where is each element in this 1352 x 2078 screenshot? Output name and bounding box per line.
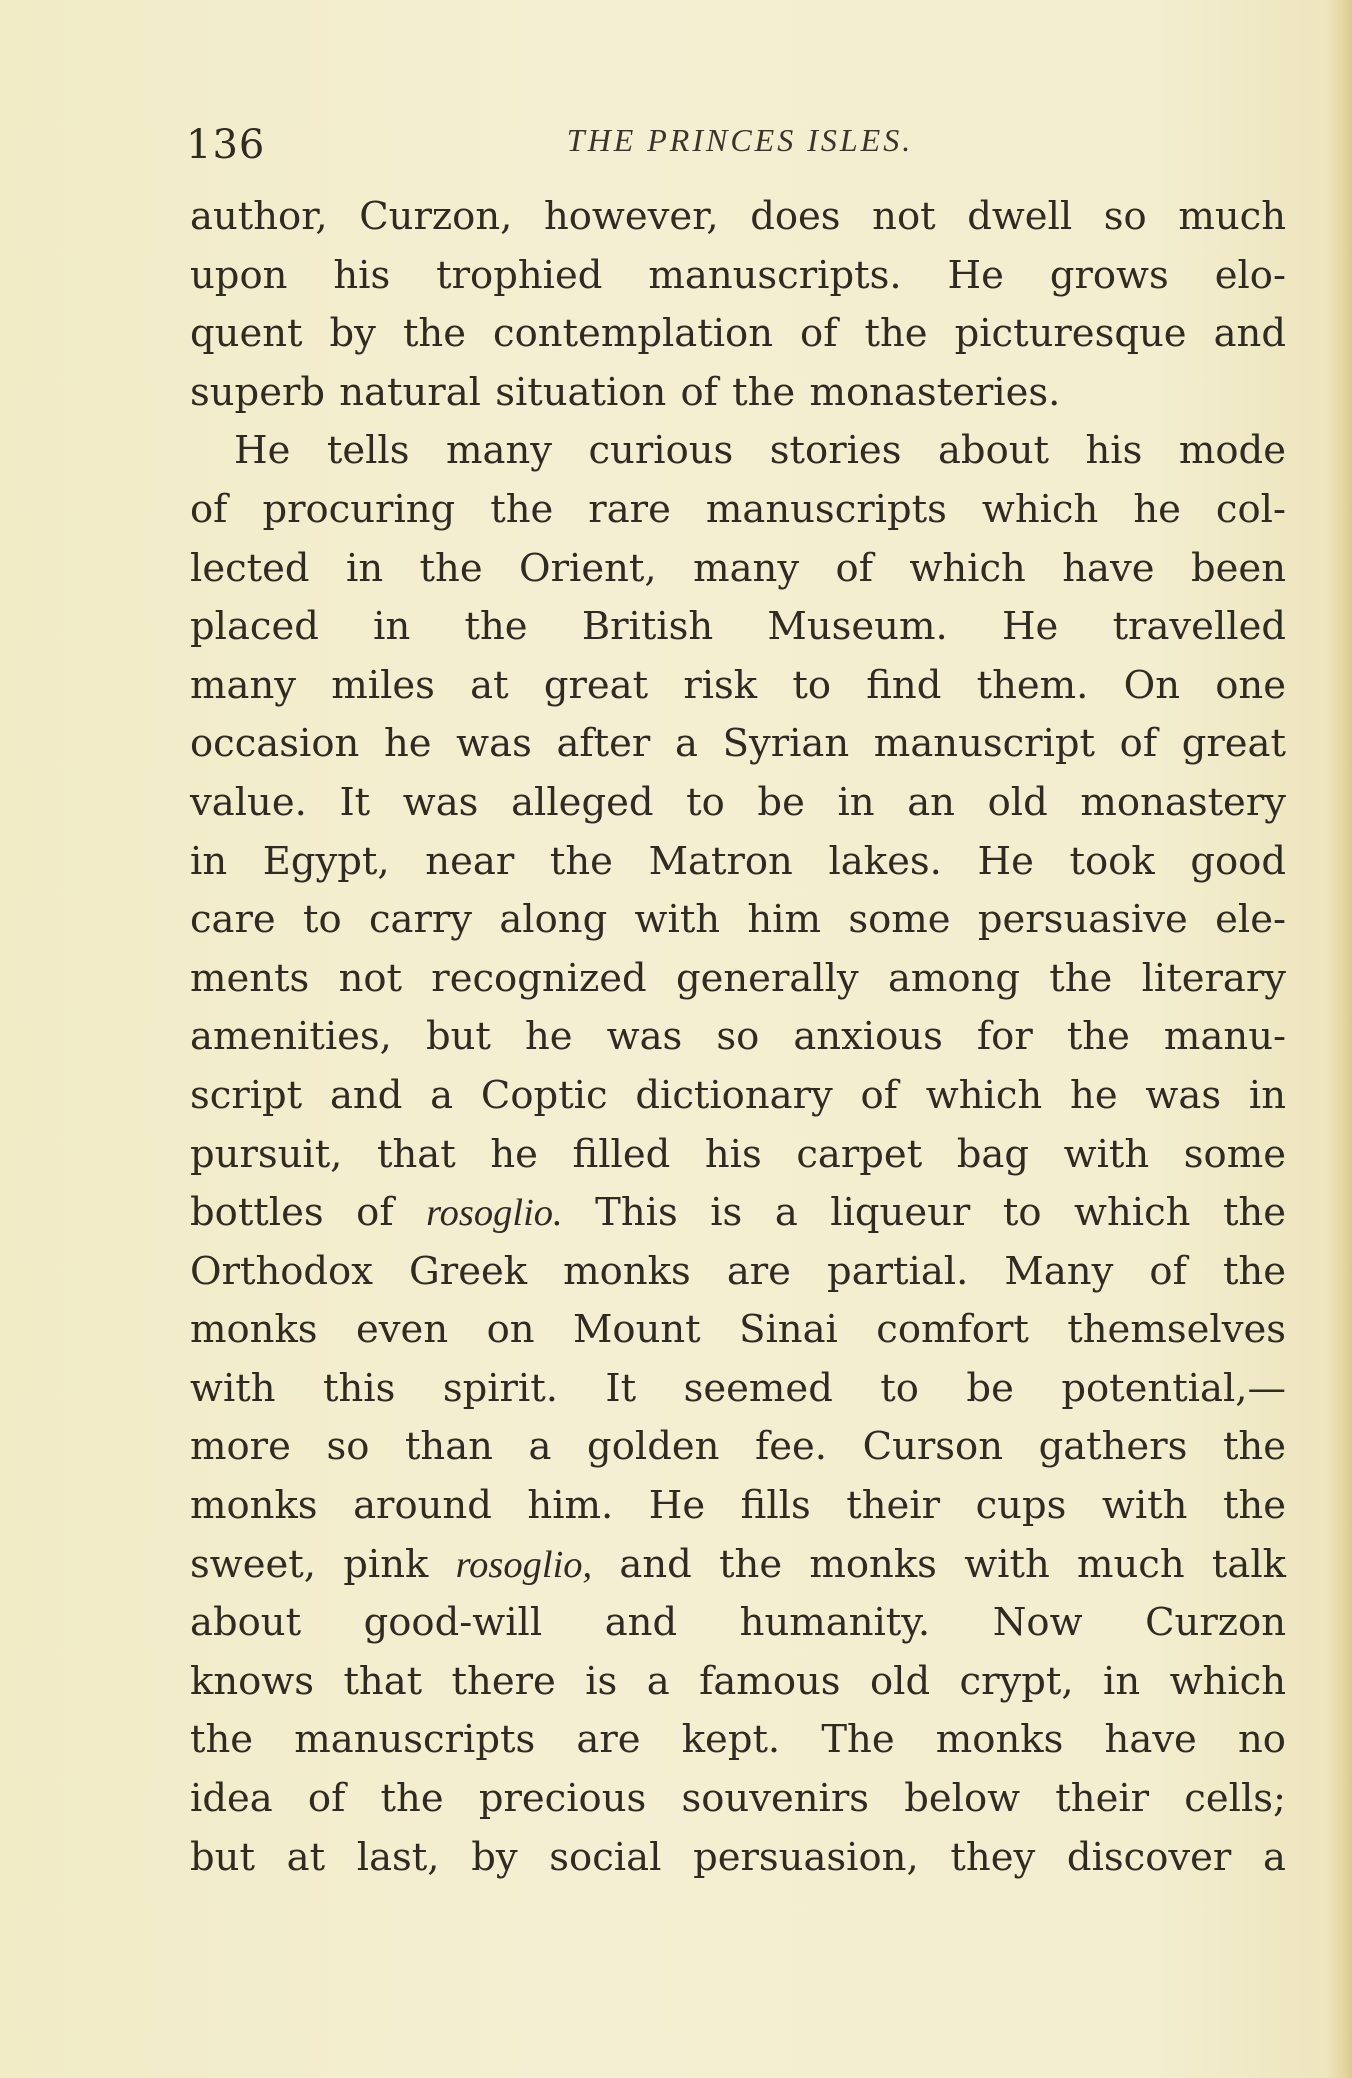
text-line: of procuring the rare manuscripts which he col- bbox=[190, 486, 1286, 532]
text-line: script and a Coptic dictionary of which he was in bbox=[190, 1072, 1286, 1118]
page-edge-shadow bbox=[1326, 0, 1352, 2078]
text-line: the manuscripts are kept. The monks have no bbox=[190, 1717, 1286, 1763]
text-run: bottles of bbox=[190, 1190, 427, 1236]
page-number: 136 bbox=[186, 122, 266, 168]
text-line: knows that there is a famous old crypt, in which bbox=[190, 1658, 1286, 1704]
running-title: THE PRINCES ISLES. bbox=[566, 122, 914, 158]
text-line: value. It was alleged to be in an old monastery bbox=[190, 779, 1286, 825]
text-line: placed in the British Museum. He travelled bbox=[190, 604, 1286, 650]
text-line: with this spirit. It seemed to be potential,— bbox=[190, 1365, 1286, 1411]
text-line: ments not recognized generally among the literary bbox=[190, 955, 1286, 1001]
text-line: more so than a golden fee. Curson gathers the bbox=[190, 1424, 1286, 1470]
page-header bbox=[180, 112, 1300, 172]
text-run: sweet, pink bbox=[190, 1541, 456, 1587]
body-text bbox=[190, 188, 1286, 1887]
text-run: This is a liqueur to which the bbox=[562, 1190, 1286, 1236]
text-run: and the monks with much talk bbox=[592, 1541, 1286, 1587]
text-line: amenities, but he was so anxious for the manu- bbox=[190, 1014, 1286, 1060]
text-line: monks even on Mount Sinai comfort themselves bbox=[190, 1307, 1286, 1353]
text-line: superb natural situation of the monasteries. bbox=[190, 369, 1061, 415]
text-line: He tells many curious stories about his mode bbox=[234, 428, 1286, 474]
text-line: about good-will and humanity. Now Curzon bbox=[190, 1600, 1286, 1646]
text-line: care to carry along with him some persuasive ele- bbox=[190, 897, 1286, 943]
text-line: lected in the Orient, many of which have been bbox=[190, 545, 1286, 591]
text-line: Orthodox Greek monks are partial. Many of the bbox=[190, 1248, 1286, 1294]
text-line: upon his trophied manuscripts. He grows elo- bbox=[190, 252, 1286, 298]
italic-term-rosoglio: rosoglio, bbox=[455, 1543, 593, 1586]
text-line: in Egypt, near the Matron lakes. He took good bbox=[190, 838, 1286, 884]
text-line: many miles at great risk to find them. On one bbox=[190, 662, 1286, 708]
text-line: idea of the precious souvenirs below their cells; bbox=[190, 1776, 1286, 1822]
text-line: quent by the contemplation of the picturesque and bbox=[190, 311, 1286, 357]
text-line: pursuit, that he filled his carpet bag with some bbox=[190, 1131, 1286, 1177]
text-line: monks around him. He fills their cups with the bbox=[190, 1483, 1286, 1529]
text-line bbox=[190, 1184, 1286, 1243]
text-line: occasion he was after a Syrian manuscript of great bbox=[190, 721, 1286, 767]
italic-term-rosoglio: rosoglio. bbox=[426, 1192, 563, 1235]
text-line: author, Curzon, however, does not dwell so much bbox=[190, 194, 1286, 239]
text-line bbox=[190, 1536, 1286, 1595]
text-line: but at last, by social persuasion, they discover a bbox=[190, 1834, 1286, 1880]
